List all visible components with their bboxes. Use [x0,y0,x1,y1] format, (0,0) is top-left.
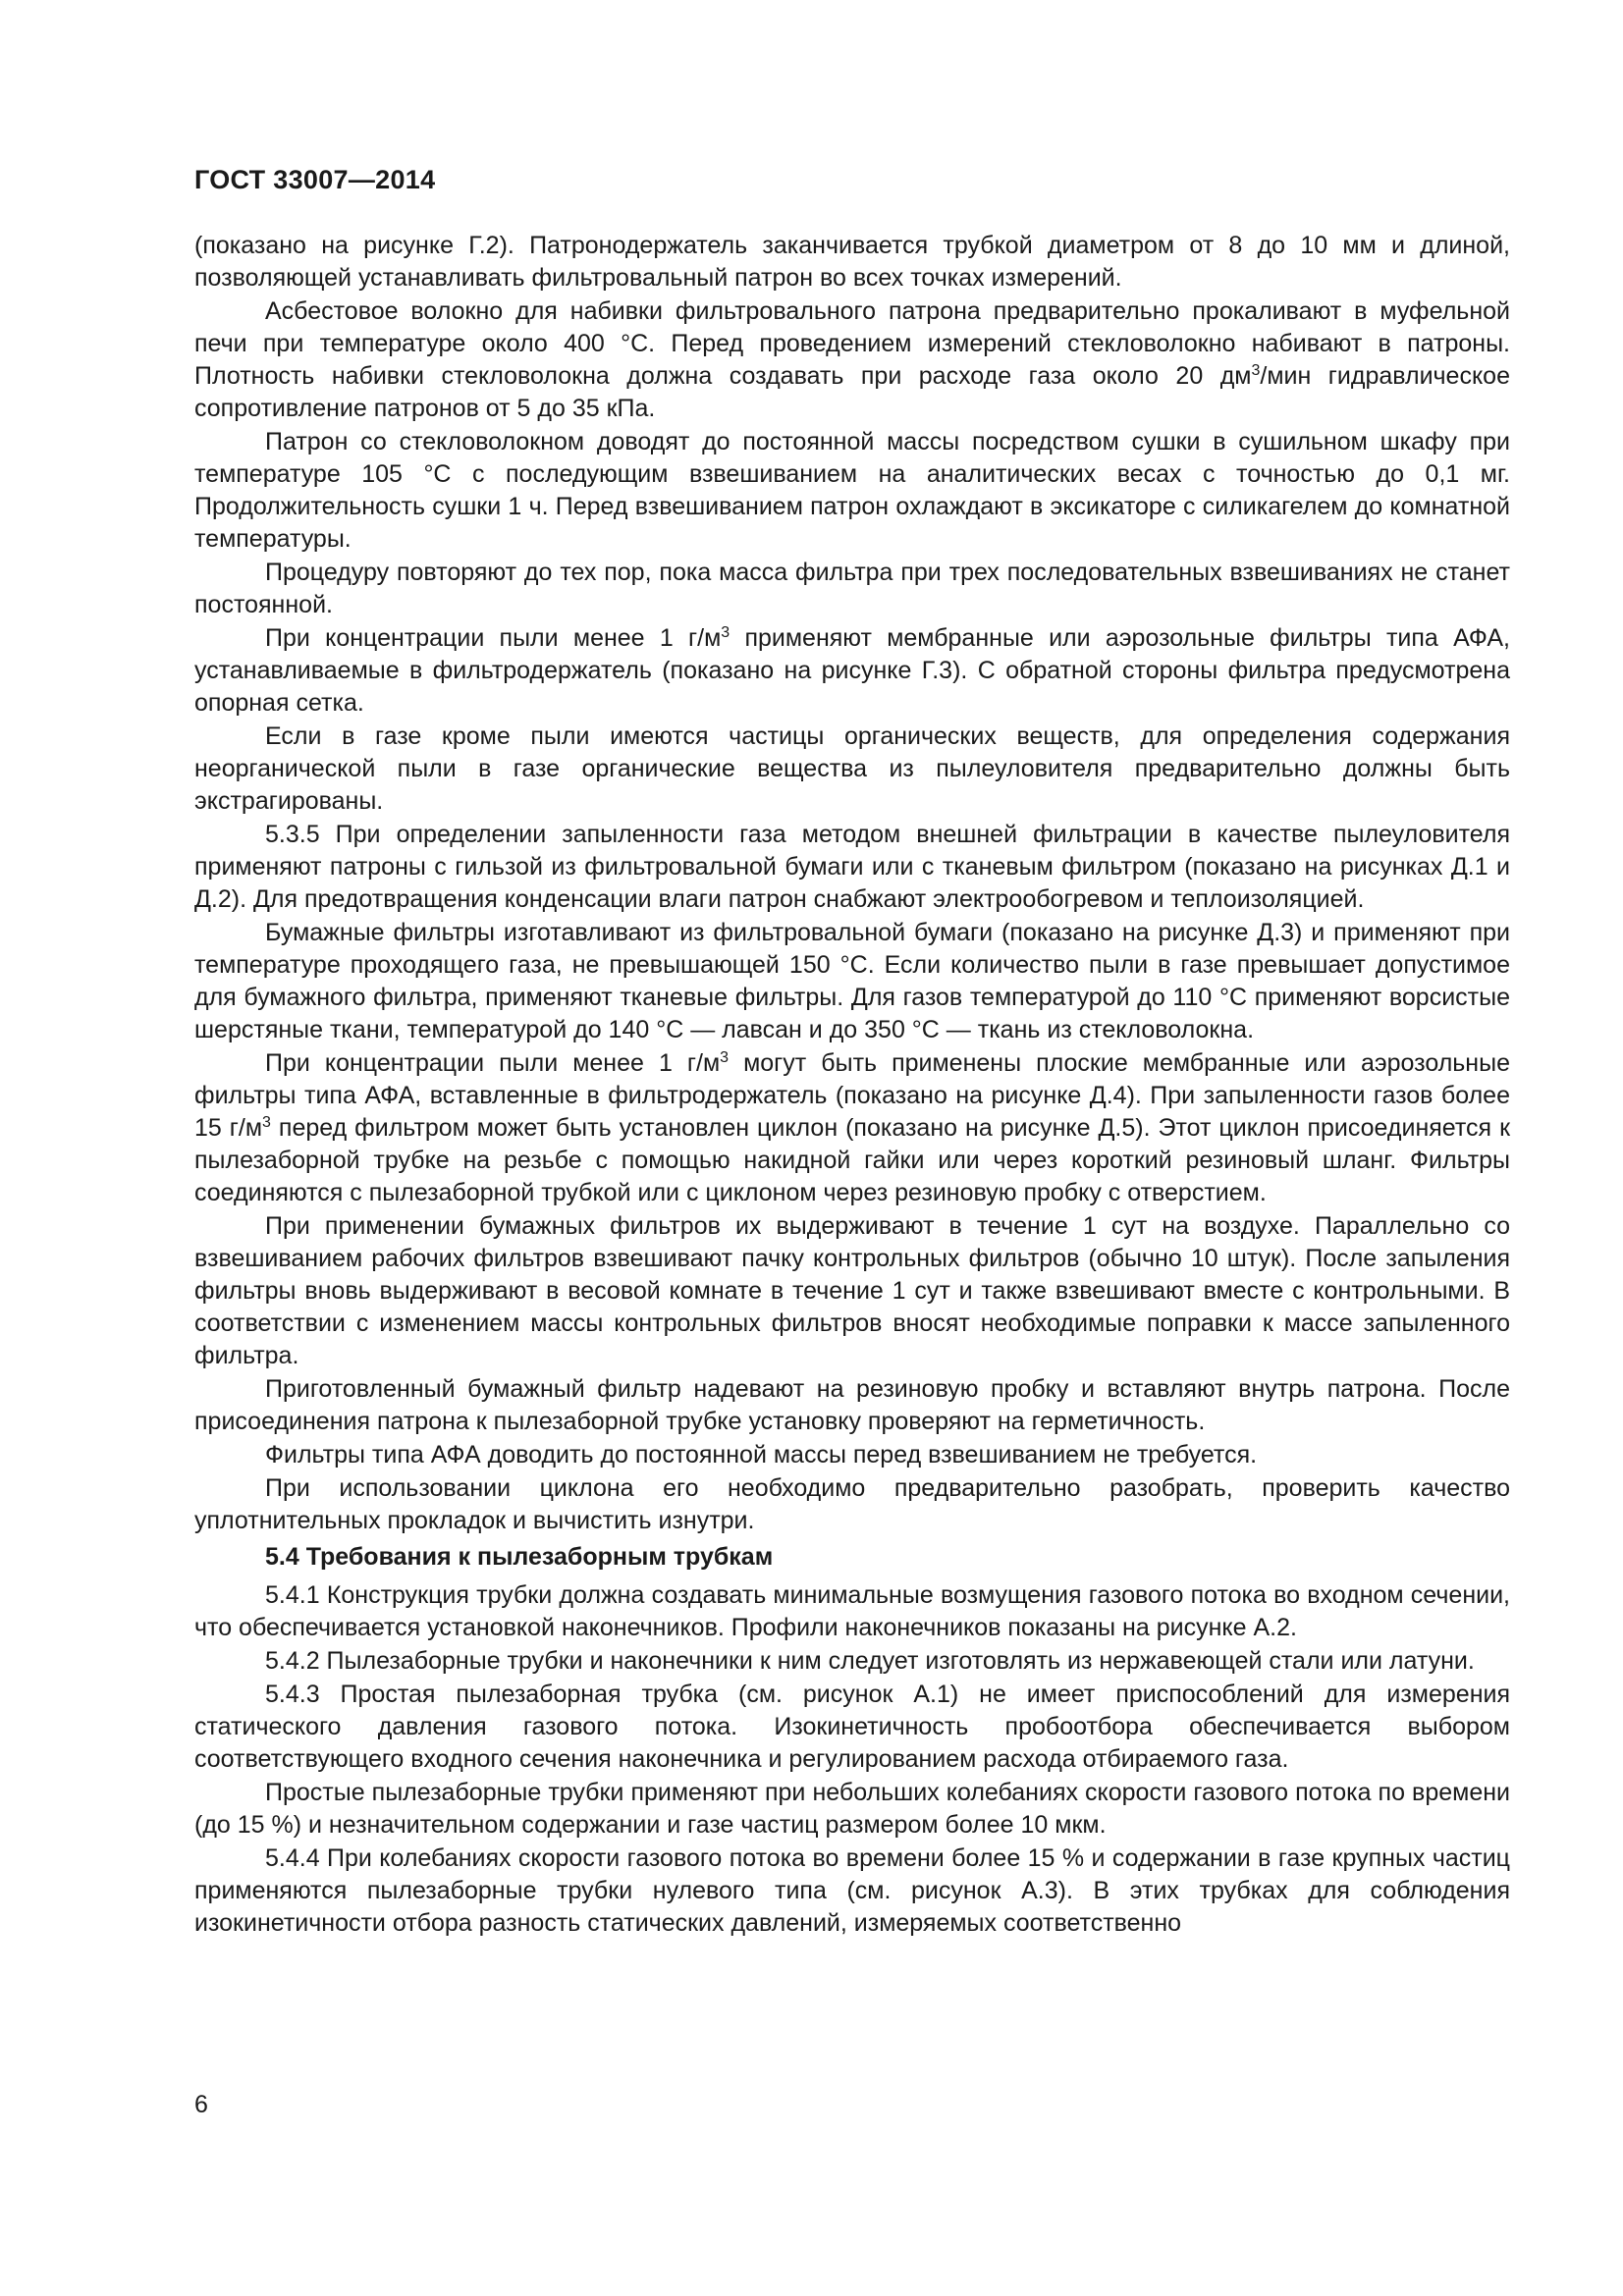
paragraph: Бумажные фильтры изготавливают из фильтровальной бумаги (показано на рисунке Д.3) и применяют при температуре проходящего газа, не превышающей 150 °С. Если количество пыли в газе превышает допустимое для бумажного фильтра, применяют тканевые фильтры. Для газов температурой до 110 °С применяют ворсистые шерстяные ткани, температурой до 140 °С — лавсан и до 350 °С — ткань из стекловолокна. [194,919,1510,1043]
paragraph: Фильтры типа АФА доводить до постоянной массы перед взвешиванием не требуется. [265,1441,1258,1468]
paragraph: При концентрации пыли менее 1 $г/м^3$ применяют мембранные или аэрозольные фильтры типа АФА, устанавливаемые в фильтродержатель (показано на рисунке Г.3). С обратной стороны фильтра предусмотрена опорная сетка. [194,624,1510,717]
paragraph: Если в газе кроме пыли имеются частицы органических веществ, для определения содержания неорганической пыли в газе органические вещества из пылеуловителя предварительно должны быть экстрагированы. [194,722,1510,815]
paragraph: Асбестовое волокно для набивки фильтровального патрона предварительно прокаливают в муфельной печи при температуре около 400 °С. Перед проведением измерений стекловолокно набивают в патроны. Плотность набивки стекловолокна должна создавать при расходе газа около 20 $дм^3$/мин гидравлическое сопротивление патронов от 5 до 35 кПа. [194,297,1510,422]
document-header: ГОСТ 33007—2014 [194,165,436,194]
paragraph: Простые пылезаборные трубки применяют при небольших колебаниях скорости газового потока по времени (до 15 %) и незначительном содержании и газе частиц размером более 10 мкм. [194,1779,1510,1839]
paragraph: 5.4.2 Пылезаборные трубки и наконечники к ним следует изготовлять из нержавеющей стали или латуни. [265,1647,1475,1675]
document-body [194,230,1510,1941]
paragraph: При применении бумажных фильтров их выдерживают в течение 1 сут на воздухе. Параллельно со взвешиванием рабочих фильтров взвешивают пачку контрольных фильтров (обычно 10 штук). После запыления фильтры вновь выдерживают в весовой комнате в течение 1 сут и также взвешивают вместе с контрольными. В соответствии с изменением массы контрольных фильтров вносят необходимые поправки к массе запыленного фильтра. [194,1212,1510,1369]
paragraph: 5.4.4 При колебаниях скорости газового потока во времени более 15 % и содержании в газе крупных частиц применяются пылезаборные трубки нулевого типа (см. рисунок А.3). В этих трубках для соблюдения изокинетичности отбора разность статических давлений, измеряемых соответственно [194,1844,1510,1937]
paragraph: 5.3.5 При определении запыленности газа методом внешней фильтрации в качестве пылеуловителя применяют патроны с гильзой из фильтровальной бумаги или с тканевым фильтром (показано на рисунках Д.1 и Д.2). Для предотвращения конденсации влаги патрон снабжают электрообогревом и теплоизоляцией. [194,821,1510,913]
paragraph: (показано на рисунке Г.2). Патронодержатель заканчивается трубкой диаметром от 8 до 10 мм и длиной, позволяющей устанавливать фильтровальный патрон во всех точках измерений. [194,232,1510,292]
paragraph: При использовании циклона его необходимо предварительно разобрать, проверить качество уплотнительных прокладок и вычистить изнутри. [194,1474,1510,1534]
paragraph: 5.4.3 Простая пылезаборная трубка (см. рисунок А.1) не имеет приспособлений для измерения статического давления газового потока. Изокинетичность пробоотбора обеспечивается выбором соответствующего входного сечения наконечника и регулированием расхода отбираемого газа. [194,1681,1510,1773]
paragraph: При концентрации пыли менее 1 $г/м^3$ могут быть применены плоские мембранные или аэрозольные фильтры типа АФА, вставленные в фильтродержатель (показано на рисунке Д.4). При запыленности газов более 15 $г/м^3$ перед фильтром может быть установлен циклон (показано на рисунке Д.5). Этот циклон присоединяется к пылезаборной трубке на резьбе с помощью накидной гайки или через короткий резиновый шланг. Фильтры соединяются с пылезаборной трубкой или с циклоном через резиновую пробку с отверстием. [194,1049,1511,1206]
paragraph: Приготовленный бумажный фильтр надевают на резиновую пробку и вставляют внутрь патрона. После присоединения патрона к пылезаборной трубке установку проверяют на герметичность. [194,1375,1510,1435]
section-heading: 5.4 Требования к пылезаборным трубкам [265,1543,774,1571]
page-number: 6 [194,2091,208,2118]
paragraph: Процедуру повторяют до тех пор, пока масса фильтра при трех последовательных взвешиваниях не станет постоянной. [194,559,1510,618]
paragraph: Патрон со стекловолокном доводят до постоянной массы посредством сушки в сушильном шкафу при температуре 105 °С с последующим взвешиванием на аналитических весах с точностью до 0,1 мг. Продолжительность сушки 1 ч. Перед взвешиванием патрон охлаждают в эксикаторе с силикагелем до комнатной температуры. [194,428,1510,553]
paragraph: 5.4.1 Конструкция трубки должна создавать минимальные возмущения газового потока во входном сечении, что обеспечивается установкой наконечников. Профили наконечников показаны на рисунке А.2. [194,1581,1510,1641]
